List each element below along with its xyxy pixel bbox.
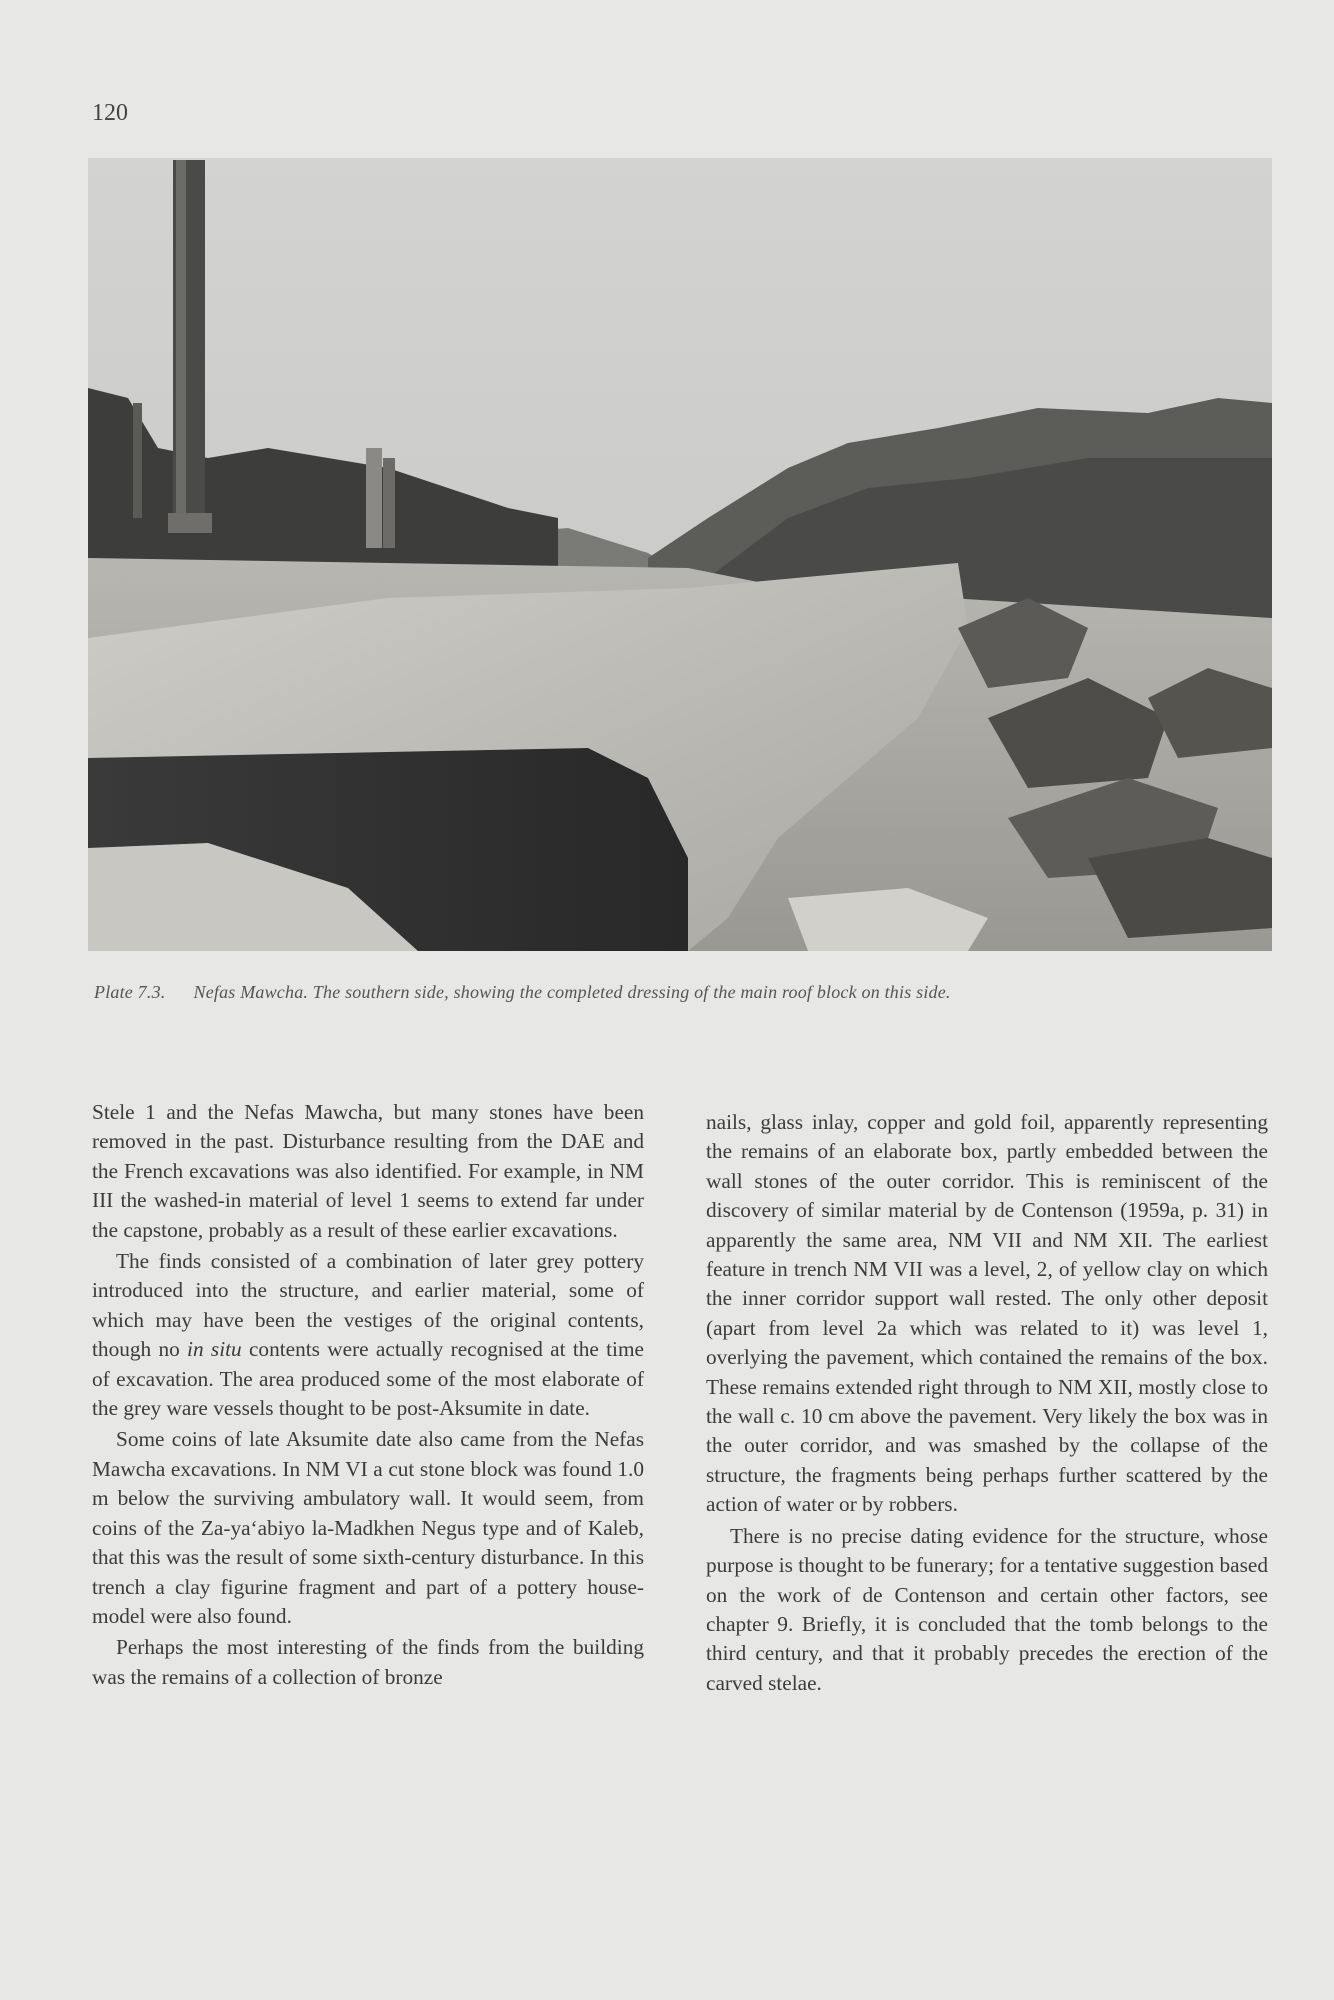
page-number: 120 — [92, 100, 128, 126]
left-paragraph-3: Some coins of late Aksumite date also came from the Nefas Mawcha excavations. In NM VI a cut stone block was found 1.0 m below the surviving ambulatory wall. It would seem, from coins of the Za-ya‘abiyo la-Madkhen Negus type and of Kaleb, that this was the result of some sixth-century disturbance. In this trench a clay figurine fragment and part of a pottery house-model were also found. — [92, 1427, 644, 1628]
plate-label: Plate 7.3. — [94, 982, 166, 1002]
in-situ-emphasis: in situ — [187, 1337, 242, 1362]
right-paragraph-2: There is no precise dating evidence for the structure, whose purpose is thought to be funerary; for a tentative suggestion based on the work of de Contenson and certain other factors, see chapter 9. Briefly, it is concluded that the tomb belongs to the third century, and that it probably precedes the erection of the carved stelae. — [706, 1523, 1268, 1695]
plate-caption — [94, 982, 1254, 1003]
left-paragraph-1: Stele 1 and the Nefas Mawcha, but many stones have been removed in the past. Disturbance resulting from the DAE and the French excavations was also identified. For example, in NM III the washed-in material of level 1 seems to extend far under the capstone, probably as a result of these earlier excavations. — [92, 1100, 644, 1242]
left-column — [92, 1098, 644, 1692]
right-column — [706, 1108, 1268, 1698]
right-paragraph-1: nails, glass inlay, copper and gold foil, apparently representing the remains of an elaborate box, partly embedded between the wall stones of the outer corridor. This is reminiscent of the discovery of similar material by de Contenson (1959a, p. 31) in apparently the same area, NM VII and NM XII. The earliest feature in trench NM VII was a level, 2, of yellow clay on which the inner corridor support wall rested. The only other deposit (apart from level 2a which was related to it) was level 1, overlying the pavement, which contained the remains of the box. These remains extended right through to NM XII, mostly close to the wall c. 10 cm above the pavement. Very likely the box was in the outer corridor, and was smashed by the collapse of the structure, the fragments being perhaps further scattered by the action of water or by robbers. — [706, 1110, 1268, 1517]
left-paragraph-2: The finds consisted of a combination of later grey pottery introduced into the structure, and earlier material, some of which may have been the vestiges of the original contents, though no in situ contents were actually recognised at the time of excavation. The area produced some of the most elaborate of the grey ware vessels thought to be post-Aksumite in date. — [92, 1249, 644, 1421]
plate-photograph — [88, 158, 1272, 951]
photo-illustration — [88, 158, 1272, 951]
left-paragraph-4: Perhaps the most interesting of the finds from the building was the remains of a collection of bronze — [92, 1635, 644, 1689]
plate-caption-text: Nefas Mawcha. The southern side, showing the completed dressing of the main roof block on this side. — [193, 982, 951, 1002]
